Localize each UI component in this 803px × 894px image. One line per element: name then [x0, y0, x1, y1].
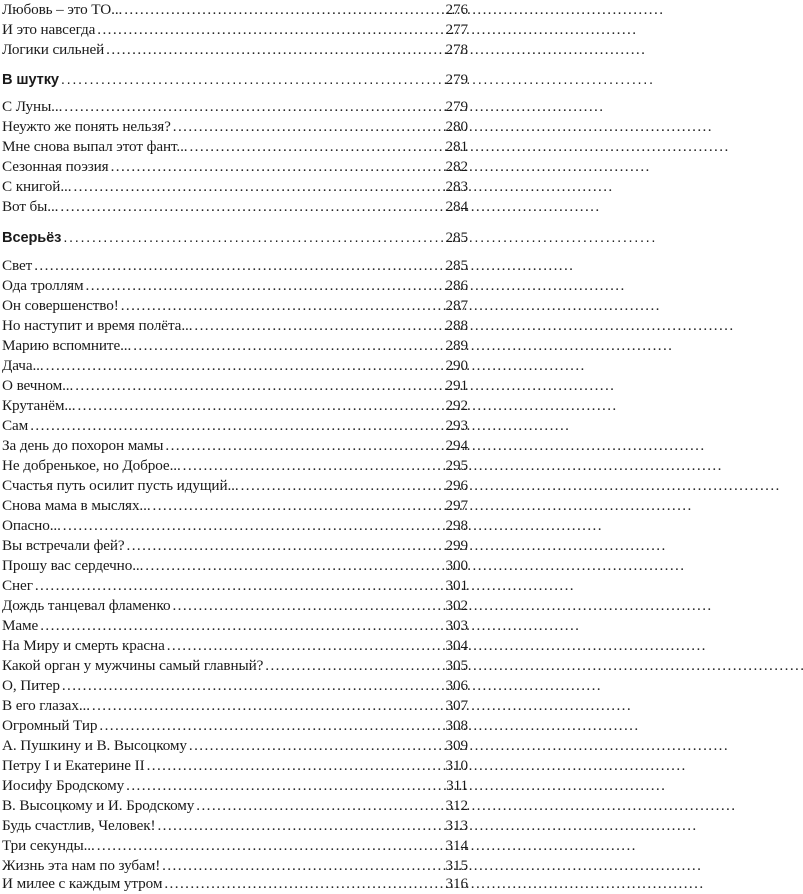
toc-entry-page: 296 — [445, 477, 468, 494]
toc-entry — [2, 336, 468, 356]
toc-entry — [2, 40, 468, 60]
toc-entry — [2, 396, 468, 416]
toc-entry-title: Будь счастлив, Человек! — [2, 817, 156, 834]
toc-entry-title: Сам — [2, 417, 29, 434]
toc-entry — [2, 476, 468, 496]
dot-leader — [153, 496, 445, 516]
toc-entry — [2, 157, 468, 177]
toc-entry-title: В. Высоцкому и И. Бродскому — [2, 797, 195, 814]
toc-entry-title: Дача... — [2, 357, 44, 374]
toc-section-heading — [2, 70, 468, 90]
toc-entry-title: Прошу вас сердечно... — [2, 557, 144, 574]
toc-entry-title: Логики сильней — [2, 41, 105, 58]
toc-entry-title: Какой орган у мужчины самый главный? — [2, 657, 264, 674]
toc-entry-title: Мне снова выпал этот фант... — [2, 138, 188, 155]
dot-leader — [97, 20, 444, 40]
toc-entry-title: Не добренькое, но Доброе... — [2, 457, 181, 474]
toc-entry-page: 291 — [445, 377, 468, 394]
toc-entry — [2, 756, 468, 776]
toc-entry-title: Любовь – это ТО... — [2, 1, 123, 18]
toc-entry — [2, 97, 468, 117]
toc-entry — [2, 816, 468, 836]
toc-entry-page: 300 — [445, 557, 468, 574]
dot-leader — [92, 696, 445, 716]
toc-entry-page: 284 — [445, 198, 468, 215]
toc-entry — [2, 874, 468, 892]
toc-entry-title: Свет — [2, 257, 33, 274]
toc-entry-title: Сезонная поэзия — [2, 158, 109, 175]
toc-entry — [2, 256, 468, 276]
section-title: В шутку — [2, 72, 59, 88]
dot-leader — [30, 416, 444, 436]
dot-leader — [86, 276, 445, 296]
toc-entry — [2, 656, 468, 676]
toc-entry-page: 287 — [445, 297, 468, 314]
toc-entry-page: 294 — [445, 437, 468, 454]
dot-leader — [167, 636, 445, 656]
toc-entry — [2, 836, 468, 856]
toc-entry-title: Дождь танцевал фламенко — [2, 597, 171, 614]
toc-entry-page: 313 — [445, 817, 468, 834]
toc-entry — [2, 496, 468, 516]
toc-entry-page: 281 — [445, 138, 468, 155]
toc-entry-title: С книгой... — [2, 178, 72, 195]
toc-entry-title: Снег — [2, 577, 33, 594]
dot-leader — [124, 0, 444, 20]
toc-entry — [2, 416, 468, 436]
toc-entry-page: 286 — [445, 277, 468, 294]
toc-entry-title: Снова мама в мыслях... — [2, 497, 151, 514]
toc-entry-title: Счастья путь осилит пусть идущий... — [2, 477, 239, 494]
toc-entry-title: Марию вспомните... — [2, 337, 132, 354]
toc-entry-page: 315 — [445, 857, 468, 874]
dot-leader — [46, 356, 445, 376]
toc-entry — [2, 197, 468, 217]
toc-entry-page: 298 — [445, 517, 468, 534]
toc-entry-title: Жизнь эта нам по зубам! — [2, 857, 161, 874]
toc-entry-page: 283 — [445, 178, 468, 195]
dot-leader — [35, 576, 445, 596]
toc-entry — [2, 436, 468, 456]
toc-entry-page: 279 — [445, 98, 468, 115]
toc-entry — [2, 276, 468, 296]
dot-leader — [97, 836, 445, 856]
toc-entry — [2, 516, 468, 536]
dot-leader — [147, 756, 445, 776]
dot-leader — [194, 316, 444, 336]
toc-entry-title: Ода троллям — [2, 277, 84, 294]
toc-entry-page: 285 — [445, 257, 468, 274]
toc-entry-page: 306 — [445, 677, 468, 694]
toc-entry-title: И это навсегда — [2, 21, 96, 38]
toc-entry-title: На Миру и смерть красна — [2, 637, 165, 654]
toc-entry-title: Вот бы... — [2, 198, 59, 215]
dot-leader — [196, 796, 444, 816]
dot-leader — [173, 117, 445, 137]
dot-leader — [111, 157, 445, 177]
toc-entry-title: Вы встречали фей? — [2, 537, 125, 554]
toc-entry — [2, 316, 468, 336]
toc-entry — [2, 736, 468, 756]
dot-leader — [34, 256, 444, 276]
toc-entry — [2, 356, 468, 376]
toc-entry — [2, 636, 468, 656]
toc-entry-title: А. Пушкину и В. Высоцкому — [2, 737, 187, 754]
toc-entry-title: В его глазах... — [2, 697, 90, 714]
toc-entry — [2, 616, 468, 636]
toc-entry-title: Он совершенство! — [2, 297, 119, 314]
dot-leader — [40, 616, 444, 636]
toc-entry-page: 293 — [445, 417, 468, 434]
toc-entry-page: 278 — [445, 41, 468, 58]
toc-entry — [2, 296, 468, 316]
toc-entry — [2, 696, 468, 716]
toc-entry — [2, 376, 468, 396]
toc-section-heading — [2, 228, 468, 248]
toc-entry-title: Но наступит и время полёта... — [2, 317, 193, 334]
toc-entry-page: 303 — [445, 617, 468, 634]
dot-leader — [241, 476, 445, 496]
toc-entry — [2, 117, 468, 137]
toc-entry — [2, 796, 468, 816]
toc-entry-page: 308 — [445, 717, 468, 734]
dot-leader — [164, 874, 444, 894]
toc-entry-title: О, Питер — [2, 677, 60, 694]
toc-entry-title: О вечном... — [2, 377, 74, 394]
dot-leader — [265, 656, 444, 676]
toc-entry-title: Иосифу Бродскому — [2, 777, 125, 794]
dot-leader — [145, 556, 444, 576]
dot-leader — [183, 456, 445, 476]
dot-leader — [127, 536, 445, 556]
toc-entry-page: 292 — [445, 397, 468, 414]
toc-entry — [2, 576, 468, 596]
toc-entry-page: 295 — [445, 457, 468, 474]
toc-entry-page: 289 — [445, 337, 468, 354]
toc-entry — [2, 0, 468, 20]
dot-leader — [106, 40, 444, 60]
toc-entry-title: Маме — [2, 617, 39, 634]
toc-entry-page: 301 — [445, 577, 468, 594]
toc-entry-page: 302 — [445, 597, 468, 614]
dot-leader — [133, 336, 444, 356]
toc-entry-title: Крутанём... — [2, 397, 76, 414]
dot-leader — [61, 70, 445, 90]
toc-entry — [2, 536, 468, 556]
toc-entry — [2, 596, 468, 616]
dot-leader — [172, 596, 444, 616]
section-title: Всерьёз — [2, 230, 62, 246]
toc-entry-page: 290 — [445, 357, 468, 374]
dot-leader — [77, 396, 444, 416]
toc-entry-title: Три секунды... — [2, 837, 95, 854]
toc-entry-page: 314 — [445, 837, 468, 854]
section-page: 279 — [445, 71, 468, 88]
toc-entry-page: 304 — [445, 637, 468, 654]
toc-entry — [2, 20, 468, 40]
toc-entry — [2, 856, 468, 876]
section-page: 285 — [445, 229, 468, 246]
toc-entry-page: 288 — [445, 317, 468, 334]
toc-entry-page: 297 — [445, 497, 468, 514]
toc-entry-page: 282 — [445, 158, 468, 175]
toc-entry-page: 309 — [445, 737, 468, 754]
dot-leader — [60, 197, 444, 217]
toc-entry-page: 310 — [445, 757, 468, 774]
dot-leader — [189, 736, 445, 756]
toc-entry-title: Огромный Тир — [2, 717, 98, 734]
toc-entry-page: 280 — [445, 118, 468, 135]
toc-entry — [2, 716, 468, 736]
toc-entry-page: 299 — [445, 537, 468, 554]
toc-entry-title: За день до похорон мамы — [2, 437, 164, 454]
toc-entry — [2, 456, 468, 476]
dot-leader — [63, 516, 445, 536]
toc-entry-title: Опасно... — [2, 517, 61, 534]
toc-entry-title: С Луны... — [2, 98, 63, 115]
dot-leader — [73, 177, 444, 197]
dot-leader — [63, 228, 444, 248]
dot-leader — [121, 296, 445, 316]
toc-entry-title: И милее с каждым утром — [2, 875, 163, 892]
toc-entry — [2, 177, 468, 197]
dot-leader — [189, 137, 444, 157]
toc-entry-page: 307 — [445, 697, 468, 714]
dot-leader — [162, 856, 444, 876]
dot-leader — [99, 716, 444, 736]
toc-entry-page: 316 — [445, 875, 468, 892]
dot-leader — [126, 776, 445, 796]
dot-leader — [157, 816, 444, 836]
dot-leader — [62, 676, 445, 696]
dot-leader — [75, 376, 444, 396]
dot-leader — [165, 436, 444, 456]
toc-entry-page: 276 — [445, 1, 468, 18]
toc-entry-title: Петру I и Екатерине II — [2, 757, 145, 774]
dot-leader — [64, 97, 444, 117]
toc-entry — [2, 556, 468, 576]
toc-entry — [2, 137, 468, 157]
toc-entry-title: Неужто же понять нельзя? — [2, 118, 171, 135]
toc-entry — [2, 676, 468, 696]
toc-entry-page: 277 — [445, 21, 468, 38]
toc-entry-page: 311 — [446, 777, 468, 794]
toc-entry — [2, 776, 468, 796]
toc-entry-page: 312 — [445, 797, 468, 814]
toc-entry-page: 305 — [445, 657, 468, 674]
